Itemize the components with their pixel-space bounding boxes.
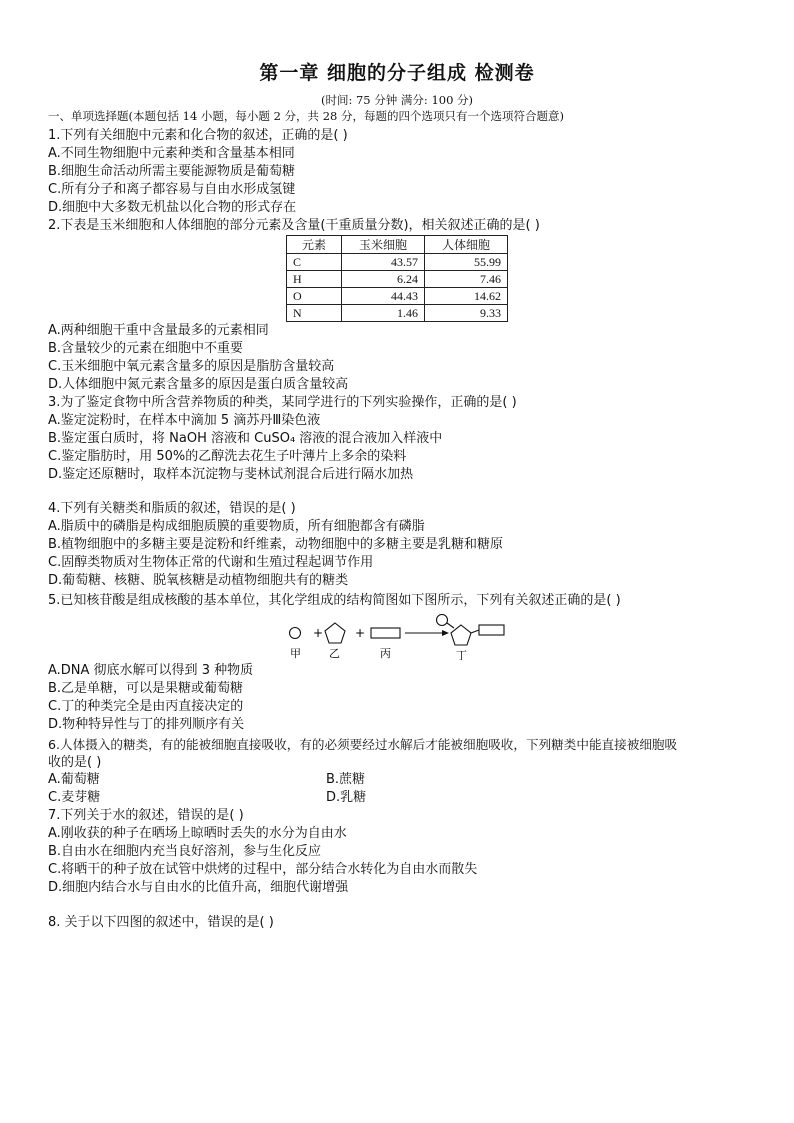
question-6-stem-line2: 收的是( ) <box>48 755 102 770</box>
plus-sign: + <box>313 626 324 640</box>
question-5-option-b: B.乙是单糖，可以是果糖或葡萄糖 <box>48 681 244 696</box>
label-yi: 乙 <box>329 647 340 660</box>
bond-line <box>447 623 454 628</box>
page-title: 第一章 细胞的分子组成 检测卷 <box>259 62 535 84</box>
question-3-stem: 3.为了鉴定食物中所含营养物质的种类，某同学进行的下列实验操作，正确的是( ) <box>48 395 517 410</box>
question-2-option-b: B.含量较少的元素在细胞中不重要 <box>48 341 244 356</box>
page-subtitle: (时间: 75 分钟 满分: 100 分) <box>320 93 474 107</box>
question-7-stem: 7.下列关于水的叙述，错误的是( ) <box>48 808 244 823</box>
label-ding: 丁 <box>456 649 467 660</box>
section-heading: 一、单项选择题(本题包括 14 小题，每小题 2 分，共 28 分，每题的四个选项只有一个选项符合题意) <box>48 109 564 123</box>
question-5-option-c: C.丁的种类完全是由丙直接决定的 <box>48 699 244 714</box>
question-2-option-c: C.玉米细胞中氧元素含量多的原因是脂肪含量较高 <box>48 359 335 374</box>
question-2-stem: 2.下表是玉米细胞和人体细胞的部分元素及含量(干重质量分数)，相关叙述正确的是( ) <box>48 218 540 233</box>
nucleotide-phosphate-icon <box>437 615 448 626</box>
question-5-stem: 5.已知核苷酸是组成核酸的基本单位，其化学组成的结构简图如下图所示，下列有关叙述正确的是( ) <box>48 593 621 608</box>
phosphate-circle-icon <box>290 628 301 639</box>
question-7-option-a: A.刚收获的种子在晒场上晾晒时丢失的水分为自由水 <box>48 826 347 841</box>
table-header-row <box>287 236 508 254</box>
question-1-option-b: B.细胞生命活动所需主要能源物质是葡萄糖 <box>48 164 296 179</box>
table-cell: 14.62 <box>425 288 508 305</box>
table-cell: 44.43 <box>342 288 425 305</box>
table-row <box>287 288 508 305</box>
question-5-option-d: D.物种特异性与丁的排列顺序有关 <box>48 717 245 732</box>
question-6-option-a: A.葡萄糖 <box>48 772 100 787</box>
question-4-option-d: D.葡萄糖、核糖、脱氧核糖是动植物细胞共有的糖类 <box>48 573 349 588</box>
question-3-option-a: A.鉴定淀粉时，在样本中滴加 5 滴苏丹Ⅲ染色液 <box>48 413 321 428</box>
question-1-option-c: C.所有分子和离子都容易与自由水形成氢键 <box>48 182 296 197</box>
table-cell: 1.46 <box>342 305 425 322</box>
question-7-option-d: D.细胞内结合水与自由水的比值升高，细胞代谢增强 <box>48 880 349 895</box>
question-6-stem-line1: 6.人体摄入的糖类，有的能被细胞直接吸收，有的必须要经过水解后才能被细胞吸收，下列糖类中能直接被细胞吸 <box>48 737 678 752</box>
table-cell: 55.99 <box>425 254 508 271</box>
question-6-option-d: D.乳糖 <box>326 790 367 805</box>
question-1-option-d: D.细胞中大多数无机盐以化合物的形式存在 <box>48 200 297 215</box>
bond-line <box>471 630 479 633</box>
question-5-option-a: A.DNA 彻底水解可以得到 3 种物质 <box>48 663 254 678</box>
question-4-option-a: A.脂质中的磷脂是构成细胞质膜的重要物质，所有细胞都含有磷脂 <box>48 519 425 534</box>
question-3-option-c: C.鉴定脂肪时，用 50%的乙醇洗去花生子叶薄片上多余的染料 <box>48 449 407 464</box>
base-rectangle-icon <box>371 628 400 638</box>
table-row <box>287 254 508 271</box>
table-cell: 7.46 <box>425 271 508 288</box>
table-cell: 6.24 <box>342 271 425 288</box>
table-cell: C <box>287 254 342 271</box>
nucleotide-base-icon <box>479 625 504 635</box>
pentose-pentagon-icon <box>325 623 345 643</box>
label-jia: 甲 <box>290 647 301 660</box>
plus-sign: + <box>355 626 366 640</box>
question-3-option-b: B.鉴定蛋白质时，将 NaOH 溶液和 CuSO₄ 溶液的混合液加入样液中 <box>48 431 443 446</box>
table-header-cell: 人体细胞 <box>425 236 508 254</box>
question-6-option-c: C.麦芽糖 <box>48 790 101 805</box>
question-4-option-c: C.固醇类物质对生物体正常的代谢和生殖过程起调节作用 <box>48 555 374 570</box>
element-content-table <box>286 235 508 322</box>
table-header-cell: 元素 <box>287 236 342 254</box>
table-row <box>287 271 508 288</box>
question-7-option-b: B.自由水在细胞内充当良好溶剂，参与生化反应 <box>48 844 322 859</box>
question-6-option-b: B.蔗糖 <box>326 772 366 787</box>
table-row <box>287 305 508 322</box>
table-cell: O <box>287 288 342 305</box>
table-header-cell: 玉米细胞 <box>342 236 425 254</box>
question-2-option-d: D.人体细胞中氮元素含量多的原因是蛋白质含量较高 <box>48 377 349 392</box>
question-8-stem: 8. 关于以下四图的叙述中，错误的是( ) <box>48 915 274 930</box>
question-2-option-a: A.两种细胞干重中含量最多的元素相同 <box>48 323 269 338</box>
table-cell: N <box>287 305 342 322</box>
question-3-option-d: D.鉴定还原糖时，取样本沉淀物与斐林试剂混合后进行隔水加热 <box>48 467 414 482</box>
question-7-option-c: C.将晒干的种子放在试管中烘烤的过程中，部分结合水转化为自由水而散失 <box>48 862 478 877</box>
table-cell: H <box>287 271 342 288</box>
table-cell: 43.57 <box>342 254 425 271</box>
nucleotide-diagram <box>282 614 512 660</box>
table-cell: 9.33 <box>425 305 508 322</box>
arrow-head-icon <box>442 630 449 636</box>
question-4-stem: 4.下列有关糖类和脂质的叙述，错误的是( ) <box>48 501 296 516</box>
question-1-option-a: A.不同生物细胞中元素种类和含量基本相同 <box>48 146 295 161</box>
question-1-stem: 1.下列有关细胞中元素和化合物的叙述，正确的是( ) <box>48 128 348 143</box>
question-4-option-b: B.植物细胞中的多糖主要是淀粉和纤维素，动物细胞中的多糖主要是乳糖和糖原 <box>48 537 504 552</box>
label-bing: 丙 <box>380 647 391 660</box>
